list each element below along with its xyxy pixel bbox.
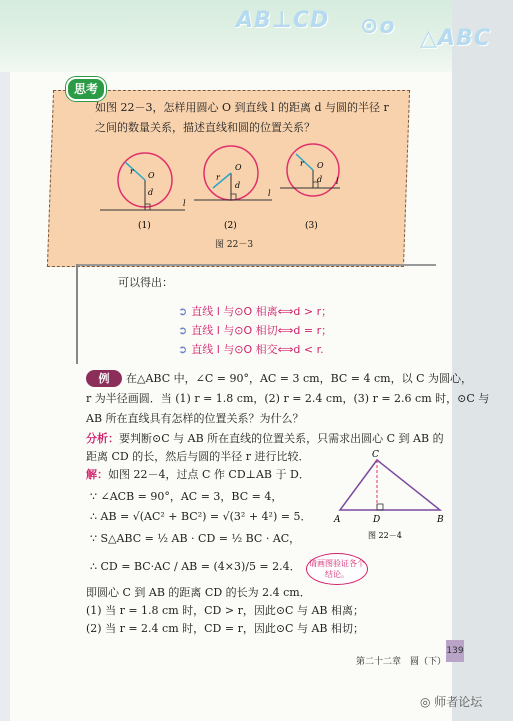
point-B: B <box>437 515 444 525</box>
fig3-label-l: l <box>336 177 339 186</box>
conclusion-item-separated: ➲ 直线 l 与⊙O 相离⟺d > r； <box>178 305 333 318</box>
conclusion-item-intersect: ➲ 直线 l 与⊙O 相交⟺d < r. <box>178 343 324 356</box>
fig3-caption: (3) <box>305 221 318 231</box>
solution-label: 解： <box>86 468 108 481</box>
divider-line <box>76 264 436 266</box>
conclusion-intro: 可以得出： <box>118 276 173 289</box>
fig1-label-O: O <box>148 171 155 180</box>
analysis-line-2: 距离 CD 的长，然后与圆的半径 r 进行比较． <box>86 450 310 463</box>
chapter-footer: 第二十二章 圆（下） <box>356 657 447 667</box>
think-badge: 思考 <box>66 77 106 101</box>
fig2-label-r: r <box>216 173 220 182</box>
watermark: ◎ 师者论坛 <box>420 695 483 709</box>
example-badge: 例 <box>86 370 122 387</box>
point-D: D <box>373 515 381 525</box>
page-number: 139 <box>446 640 464 662</box>
fig1-label-d: d <box>148 188 154 197</box>
fig-3-3 <box>280 144 340 231</box>
example-line-3: AB 所在直线具有怎样的位置关系？为什么？ <box>86 412 304 425</box>
fig-3-2 <box>194 146 272 231</box>
fig1-label-r: r <box>130 167 134 176</box>
page-edge-strip <box>452 0 513 721</box>
fig2-label-d: d <box>235 181 241 190</box>
example-line-2: r 为半径画圆．当 (1) r = 1.8 cm，(2) r = 2.4 cm，(3) r = 2.6 cm 时，⊙C 与 <box>86 392 490 405</box>
left-bar <box>76 264 78 364</box>
solution-line-8: (2) 当 r = 2.4 cm 时，CD = r，因此⊙C 与 AB 相切； <box>86 622 364 635</box>
figure-22-3 <box>100 140 340 245</box>
triangle-abc <box>340 460 440 510</box>
solution-line-7: (1) 当 r = 1.8 cm 时，CD > r，因此⊙C 与 AB 相离； <box>86 604 364 617</box>
solution-line-1: 解：如图 22－4，过点 C 作 CD⊥AB 于 D． <box>86 468 310 481</box>
example-line-1: 在△ABC 中，∠C = 90°，AC = 3 cm，BC = 4 cm，以 C 为圆心， <box>126 372 473 385</box>
figure-22-4-caption: 图 22－4 <box>368 531 402 540</box>
fig2-label-l: l <box>268 189 271 198</box>
header-circle-symbol: ⊙o <box>360 14 396 39</box>
point-C: C <box>372 450 379 460</box>
arrow-icon: ➲ <box>178 305 188 318</box>
verify-bubble: 请画图验证各个结论。 <box>306 553 368 585</box>
arrow-icon: ➲ <box>178 343 188 356</box>
solution-line-4: ∵ S△ABC = ½ AB · CD = ½ BC · AC， <box>90 532 301 545</box>
wechat-icon: ◎ <box>420 695 435 709</box>
solution-line-3: ∴ AB = √(AC² + BC²) = √(3² + 4²) = 5． <box>90 510 312 523</box>
fig-3-1 <box>100 153 186 231</box>
point-A: A <box>334 515 341 525</box>
fig2-label-O: O <box>235 163 242 172</box>
analysis-label: 分析： <box>86 432 119 445</box>
solution-line-2: ∵ ∠ACB = 90°，AC = 3，BC = 4， <box>90 490 283 503</box>
fig1-caption: (1) <box>138 221 151 231</box>
figure-22-4 <box>332 448 450 544</box>
fig3-label-r: r <box>300 159 304 168</box>
header-triangle-symbol: △ABC <box>420 26 491 51</box>
fig2-caption: (2) <box>224 221 237 231</box>
solution-line-5: ∴ CD = BC·AC / AB = (4×3)/5 = 2.4． <box>90 560 301 573</box>
conclusion-item-tangent: ➲ 直线 l 与⊙O 相切⟺d = r； <box>178 324 333 337</box>
fig1-label-l: l <box>183 199 186 208</box>
header-perpendicular-symbol: AB⊥CD <box>236 8 330 33</box>
think-question: 如图 22－3，怎样用圆心 O 到直线 l 的距离 d 与圆的半径 r 之间的数量关系，描述直线和圆的位置关系？ <box>95 101 389 134</box>
solution-line-6: 即圆心 C 到 AB 的距离 CD 的长为 2.4 cm． <box>86 586 311 599</box>
analysis-line-1: 分析：要判断⊙C 与 AB 所在直线的位置关系，只需求出圆心 C 到 AB 的 <box>86 432 444 445</box>
figure-22-3-caption: 图 22－3 <box>215 240 254 250</box>
arrow-icon: ➲ <box>178 324 188 337</box>
fig3-label-O: O <box>317 161 324 170</box>
fig3-label-d: d <box>317 175 323 184</box>
